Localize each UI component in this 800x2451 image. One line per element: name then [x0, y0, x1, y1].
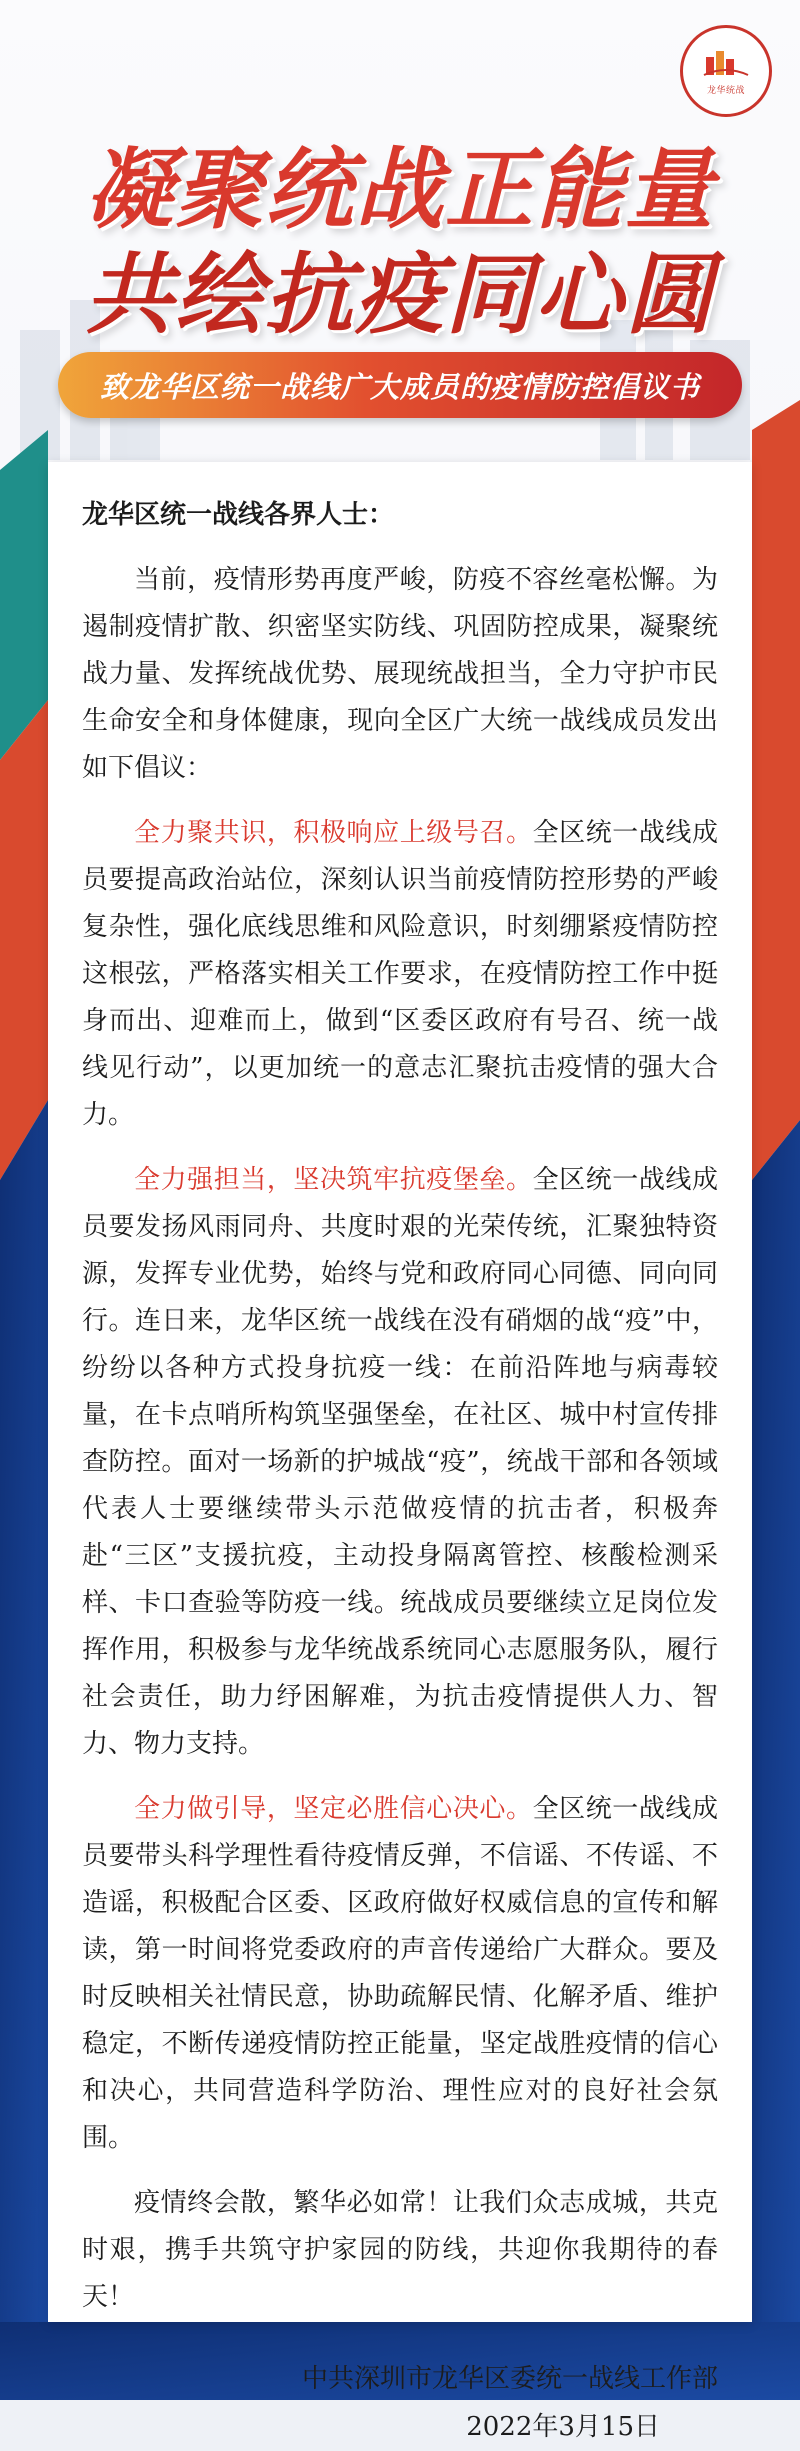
section-paragraph-3 — [82, 1786, 718, 2162]
section-body-2: 全区统一战线成员要发扬风雨同舟、共度时艰的光荣传统，汇聚独特资源，发挥专业优势，始终与党和政府同心同德、同向同行。连日来，龙华区统一战线在没有硝烟的战“疫”中，纷纷以各种方式投身抗疫一线：在前沿阵地与病毒较量，在卡点哨所构筑坚强堡垒，在社区、城中村宣传排查防控。面对一场新的护城战“疫”，统战干部和各领域代表人士要继续带头示范做疫情的抗击者，积极奔赴“三区”支援抗疫，主动投身隔离管控、核酸检测采样、卡口查验等防疫一线。统战成员要继续立足岗位发挥作用，积极参与龙华统战系统同心志愿服务队，履行社会责任，助力纾困解难，为抗击疫情提供人力、智力、物力支持。 — [82, 1165, 718, 1759]
logo-badge — [680, 25, 772, 117]
salutation: 龙华区统一战线各界人士： — [82, 500, 395, 530]
section-paragraph-1 — [82, 810, 718, 1139]
closing-paragraph: 疫情终会散，繁华必如常！让我们众志成城，共克时艰，携手共筑守护家园的防线，共迎你我期待的春天！ — [82, 2188, 718, 2312]
section-body-1: 全区统一战线成员要提高政治站位，深刻认识当前疫情防控形势的严峻复杂性，强化底线思维和风险意识，时刻绷紧疫情防控这根弦，严格落实相关工作要求，在疫情防控工作中挺身而出、迎难而上，做到“区委区政府有号召、统一战线见行动”，以更加统一的意志汇聚抗击疫情的强大合力。 — [82, 818, 718, 1130]
page-title-line1: 凝聚统战正能量 — [84, 138, 715, 241]
signature-date: 2022年3月15日 — [466, 2412, 660, 2442]
letter-card — [48, 462, 752, 2442]
signature-org: 中共深圳市龙华区委统一战线工作部 — [301, 2364, 718, 2394]
page-title-line2: 共绘抗疫同心圆 — [84, 243, 715, 346]
section-body-3: 全区统一战线成员要带头科学理性看待疫情反弹，不信谣、不传谣、不造谣，积极配合区委、区政府做好权威信息的宣传和解读，第一时间将党委政府的声音传递给广大群众。要及时反映相关社情民意，协助疏解民情、化解矛盾、维护稳定，不断传递疫情防控正能量，坚定战胜疫情的信心和决心，共同营造科学防治、理性应对的良好社会氛围。 — [82, 1794, 718, 2153]
section-heading-3: 全力做引导，坚定必胜信心决心。 — [134, 1794, 533, 1824]
section-paragraph-2 — [82, 1157, 718, 1768]
signature-block — [82, 2355, 718, 2451]
logo-mark-icon — [702, 47, 750, 79]
section-heading-1: 全力聚共识，积极响应上级号召。 — [134, 818, 533, 848]
logo-caption: 龙华统战 — [706, 85, 745, 96]
intro-paragraph: 当前，疫情形势再度严峻，防疫不容丝毫松懈。为遏制疫情扩散、织密坚实防线、巩固防控成果，凝聚统战力量、发挥统战优势、展现统战担当，全力守护市民生命安全和身体健康，现向全区广大统一战线成员发出如下倡议： — [82, 565, 718, 783]
letter-content — [82, 492, 718, 2451]
section-heading-2: 全力强担当，坚决筑牢抗疫堡垒。 — [134, 1165, 533, 1195]
subtitle-banner — [58, 352, 742, 418]
subtitle-text: 致龙华区统一战线广大成员的疫情防控倡议书 — [99, 369, 700, 404]
